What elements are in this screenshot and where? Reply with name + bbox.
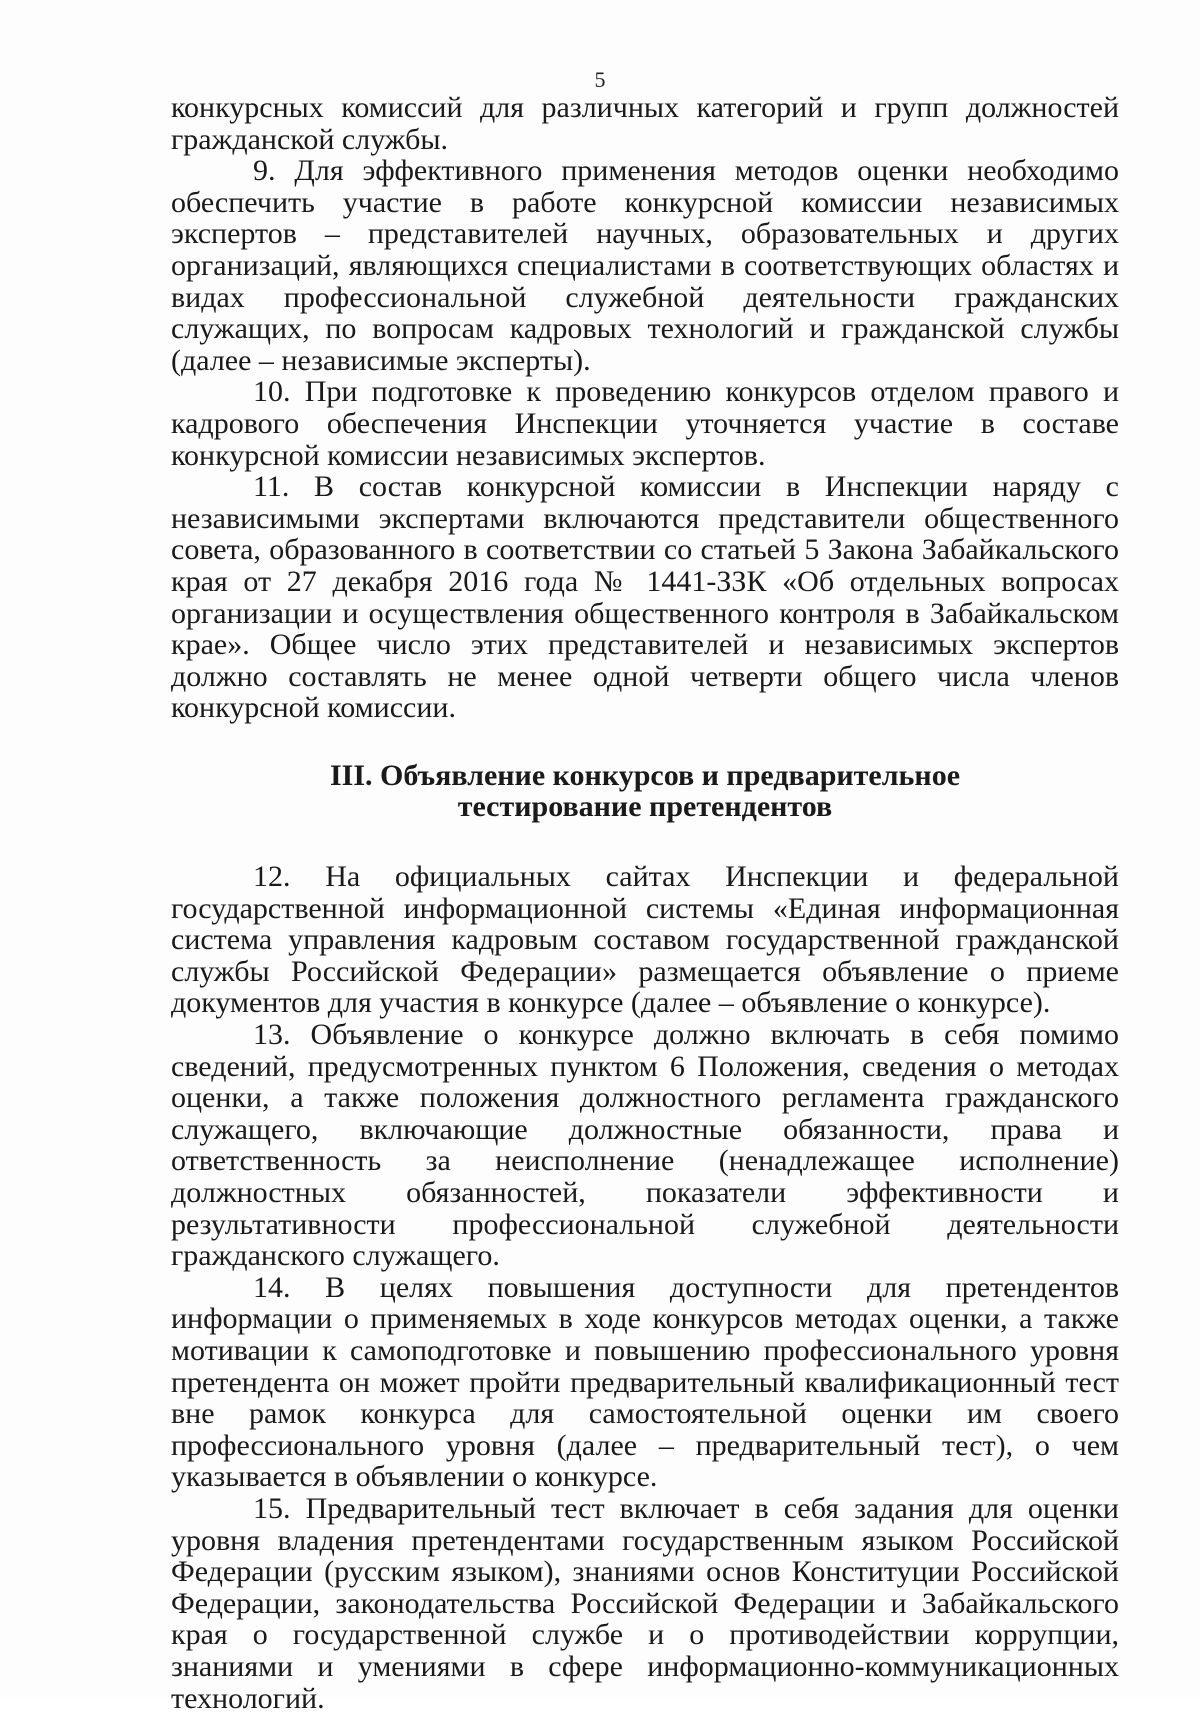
page-number: 5: [594, 67, 606, 92]
document-body: [171, 92, 1119, 1714]
paragraph-15: 15. Предварительный тест включает в себя задания для оценки уровня владения претендентами государственным языком Российской Федерации (русским языком), знаниями основ Конституции Российской Федерации, законодательства Российской Федерации и Забайкальского края о государственной службе и о противодействии коррупции, знаниями и умениями в сфере информационно-коммуникационных технологий.: [171, 1491, 1119, 1715]
paragraph-14: 14. В целях повышения доступности для претендентов информации о применяемых в ходе конкурсов методах оценки, а также мотивации к самоподготовке и повышению профессионального уровня претендента он может пройти предварительный квалификационный тест вне рамок конкурса для самостоятельной оценки им своего профессионального уровня (далее – предварительный тест), о чем указывается в объявлении о конкурсе.: [171, 1270, 1119, 1494]
section-heading-line-1: III. Объявление конкурсов и предварительное: [329, 758, 961, 792]
paragraph-8-continuation: конкурсных комиссий для различных категорий и групп должностей гражданской службы.: [171, 91, 1119, 156]
paragraph-9: 9. Для эффективного применения методов оценки необходимо обеспечить участие в работе конкурсной комиссии независимых экспертов – представителей научных, образовательных и других организаций, являющихся специалистами в соответствующих областях и видах профессиональной служебной деятельности гражданских служащих, по вопросам кадровых технологий и гражданской службы (далее – независимые эксперты).: [171, 154, 1119, 377]
paragraph-12: 12. На официальных сайтах Инспекции и федеральной государственной информационной системы «Единая информационная система управления кадровым составом государственной гражданской службы Российской Федерации» размещается объявление о приеме документов для участия в конкурсе (далее – объявление о конкурсе).: [171, 860, 1119, 1020]
paragraph-10: 10. При подготовке к проведению конкурсов отделом правого и кадрового обеспечения Инспекции уточняется участие в составе конкурсной комиссии независимых экспертов.: [171, 375, 1119, 472]
section-heading: [171, 760, 1119, 823]
paragraph-11: 11. В состав конкурсной комиссии в Инспекции наряду с независимыми экспертами включаются представители общественного совета, образованного в соответствии со статьей 5 Закона Забайкальского края от 27 декабря 2016 года № 1441-ЗЗК «Об отдельных вопросах организации и осуществления общественного контроля в Забайкальском крае». Общее число этих представителей и независимых экспертов должно составлять не менее одной четверти общего числа членов конкурсной комиссии.: [171, 470, 1119, 725]
section-heading-line-2: тестирование претендентов: [457, 790, 833, 824]
paragraph-13: 13. Объявление о конкурсе должно включать в себя помимо сведений, предусмотренных пунктом 6 Положения, сведения о методах оценки, а также положения должностного регламента гражданского служащего, включающие должностные обязанности, права и ответственность за неисполнение (ненадлежащее исполнение) должностных обязанностей, показатели эффективности и результативности профессиональной служебной деятельности гражданского служащего.: [171, 1018, 1119, 1273]
